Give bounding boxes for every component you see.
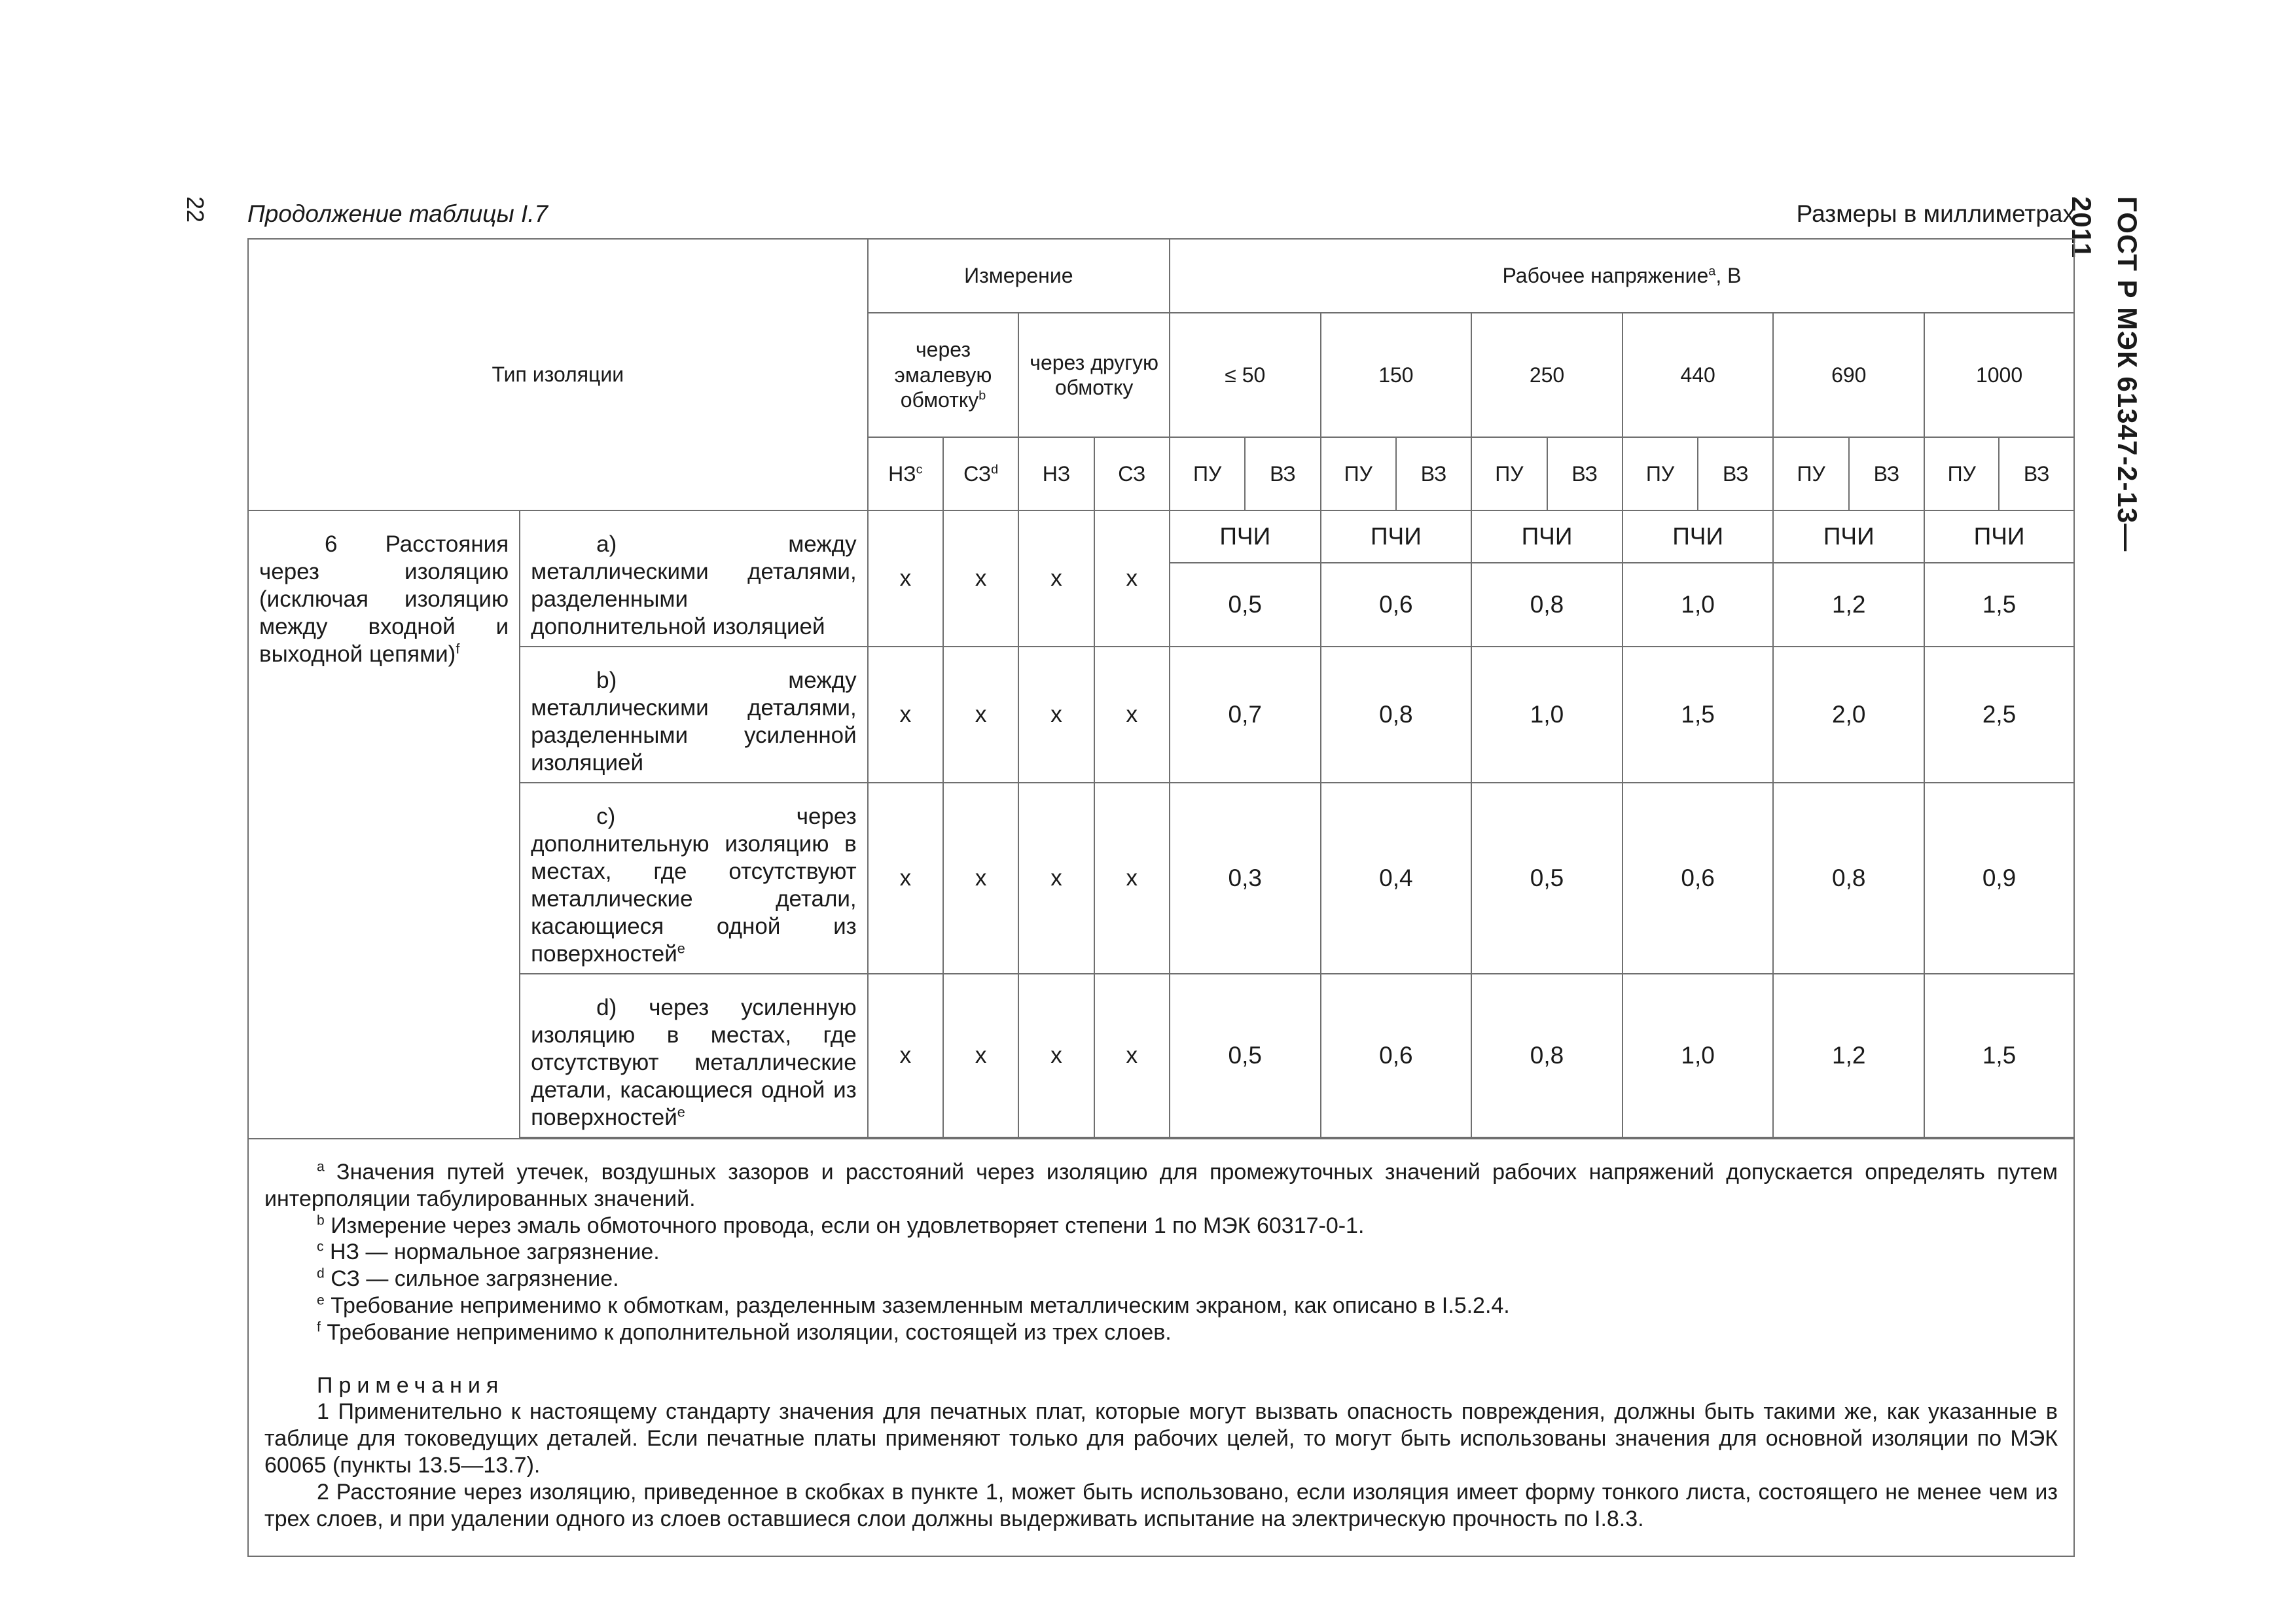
row-d-value-50: 0,5 <box>1170 974 1321 1137</box>
row-c-value-690: 0,8 <box>1773 783 1924 974</box>
header-insulation-type: Тип изоляции <box>248 239 868 510</box>
note-2: 2 Расстояние через изоляцию, приведенное в скобках в пункте 1, может быть использовано, если изоляция имеет форму тонкого листа, состоящего не менее чем из трех слоев, и при удалении одного из слоев оставшиеся слои должны выдерживать испытание на электрическую прочность по I.8.3. <box>264 1479 2058 1531</box>
row-a-value-690: 1,2 <box>1773 563 1924 647</box>
header-pu: ПУ <box>1623 437 1698 510</box>
footnote-c: $^c$ НЗ — нормальное загрязнение. <box>317 1240 660 1265</box>
row-a-pchi: ПЧИ <box>1170 510 1321 563</box>
table-continuation-caption: Продолжение таблицы I.7 <box>247 200 548 227</box>
row-a-value-150: 0,6 <box>1321 563 1472 647</box>
row-c-value-50: 0,3 <box>1170 783 1321 974</box>
header-pu: ПУ <box>1321 437 1396 510</box>
row-c-label: c) через дополнительную изоляцию в местах, где отсутствуют металлические детали, касающиеся одной из поверхностей$^e$ <box>520 783 868 974</box>
row-a-pchi: ПЧИ <box>1623 510 1774 563</box>
row-a-mark: x <box>868 510 943 647</box>
row-d-value-150: 0,6 <box>1321 974 1472 1137</box>
header-vz: ВЗ <box>1396 437 1471 510</box>
insulation-distances-table <box>247 238 2075 1557</box>
header-voltage-150: 150 <box>1321 313 1472 437</box>
header-measurement: Измерение <box>868 239 1170 313</box>
row-b-value-690: 2,0 <box>1773 647 1924 783</box>
row-d-mark: x <box>1094 974 1170 1137</box>
footnote-f: $^f$ Требование неприменимо к дополнительной изоляции, состоящей из трех слоев. <box>317 1319 1172 1345</box>
header-pu: ПУ <box>1773 437 1848 510</box>
header-voltage-690: 690 <box>1773 313 1924 437</box>
row-d-value-250: 0,8 <box>1471 974 1623 1137</box>
header-voltage-440: 440 <box>1623 313 1774 437</box>
header-pu: ПУ <box>1471 437 1547 510</box>
row-b-value-1000: 2,5 <box>1924 647 2074 783</box>
header-vz: ВЗ <box>1999 437 2074 510</box>
row-b-mark: x <box>1018 647 1094 783</box>
row-d-value-1000: 1,5 <box>1924 974 2074 1137</box>
header-voltage-250: 250 <box>1471 313 1623 437</box>
row-d-mark: x <box>868 974 943 1137</box>
header-vz: ВЗ <box>1547 437 1623 510</box>
row-a-pchi: ПЧИ <box>1321 510 1472 563</box>
footnotes-and-notes <box>248 1139 2074 1556</box>
row-a-mark: x <box>943 510 1018 647</box>
row-a-pchi: ПЧИ <box>1924 510 2074 563</box>
footnote-d: $^d$ СЗ — сильное загрязнение. <box>317 1266 619 1292</box>
header-sz-enamel: $СЗ^d$ <box>943 437 1018 510</box>
footnote-a: $^a$ Значения путей утечек, воздушных зазоров и расстояний через изоляцию для промежуточных значений рабочих напряжений допускается определять путем интерполяции табулированных значений. <box>264 1159 2058 1211</box>
row-d-label: d) через усиленную изоляцию в местах, где отсутствуют металлические детали, касающиеся одной из поверхностей$^e$ <box>520 974 868 1137</box>
footnote-e: $^e$ Требование неприменимо к обмоткам, разделенным заземленным металлическим экраном, как описано в I.5.2.4. <box>317 1293 1510 1318</box>
header-pu: ПУ <box>1924 437 1999 510</box>
header-working-voltage: Рабочее напряжение$^a$, В <box>1170 239 2074 313</box>
row-b-mark: x <box>868 647 943 783</box>
row-b-value-440: 1,5 <box>1623 647 1774 783</box>
document-title: ГОСТ Р МЭК 61347-2-13—2011 <box>2066 196 2143 552</box>
header-sz-other: СЗ <box>1094 437 1170 510</box>
row-b-value-150: 0,8 <box>1321 647 1472 783</box>
header-vz: ВЗ <box>1245 437 1320 510</box>
row-a-value-50: 0,5 <box>1170 563 1321 647</box>
row-a-pchi: ПЧИ <box>1471 510 1623 563</box>
header-nz-enamel: $НЗ^c$ <box>868 437 943 510</box>
row-a-mark: x <box>1018 510 1094 647</box>
row-b-value-50: 0,7 <box>1170 647 1321 783</box>
row-c-value-250: 0,5 <box>1471 783 1623 974</box>
row-a-value-250: 0,8 <box>1471 563 1623 647</box>
row-d-mark: x <box>1018 974 1094 1137</box>
header-nz-other: НЗ <box>1018 437 1094 510</box>
header-voltage-1000: 1000 <box>1924 313 2074 437</box>
row-c-value-440: 0,6 <box>1623 783 1774 974</box>
row-a-pchi: ПЧИ <box>1773 510 1924 563</box>
footnote-b: $^b$ Измерение через эмаль обмоточного провода, если он удовлетворяет степени 1 по МЭК 60317-0-1. <box>317 1213 1365 1238</box>
header-through-enamel: через эмалевую обмотку$^b$ <box>868 313 1019 437</box>
header-through-other: через другую обмотку <box>1018 313 1170 437</box>
header-voltage-50: ≤ 50 <box>1170 313 1321 437</box>
row-b-mark: x <box>1094 647 1170 783</box>
row-a-value-1000: 1,5 <box>1924 563 2074 647</box>
row-d-value-690: 1,2 <box>1773 974 1924 1137</box>
row-b-label: b) между металлическими деталями, разделенными усиленной изоляцией <box>520 647 868 783</box>
notes-title: Примечания <box>317 1372 505 1398</box>
header-vz: ВЗ <box>1849 437 1924 510</box>
header-vz: ВЗ <box>1698 437 1773 510</box>
row-a-value-440: 1,0 <box>1623 563 1774 647</box>
row-d-value-440: 1,0 <box>1623 974 1774 1137</box>
row-d-mark: x <box>943 974 1018 1137</box>
row-c-mark: x <box>1018 783 1094 974</box>
row-a-mark: x <box>1094 510 1170 647</box>
row-c-value-1000: 0,9 <box>1924 783 2074 974</box>
note-1: 1 Применительно к настоящему стандарту значения для печатных плат, которые могут вызвать опасность повреждения, должны быть такими же, как указанные в таблице для токоведущих деталей. Если печатные платы применяют только для рабочих целей, то могут быть использованы значения для основной изоляции по МЭК 60065 (пункты 13.5—13.7). <box>264 1399 2058 1478</box>
row-b-value-250: 1,0 <box>1471 647 1623 783</box>
row-c-value-150: 0,4 <box>1321 783 1472 974</box>
row-c-mark: x <box>943 783 1018 974</box>
row-c-mark: x <box>1094 783 1170 974</box>
page-number: 22 <box>182 196 209 223</box>
group-label-distances: 6 Расстояния через изоляцию (исключая изоляцию между входной и выходной цепями)$^f$ <box>248 510 520 1139</box>
row-c-mark: x <box>868 783 943 974</box>
units-caption: Размеры в миллиметрах <box>1796 200 2075 227</box>
row-a-label: a) между металлическими деталями, разделенными дополнительной изоляцией <box>520 510 868 647</box>
header-pu: ПУ <box>1170 437 1245 510</box>
row-b-mark: x <box>943 647 1018 783</box>
